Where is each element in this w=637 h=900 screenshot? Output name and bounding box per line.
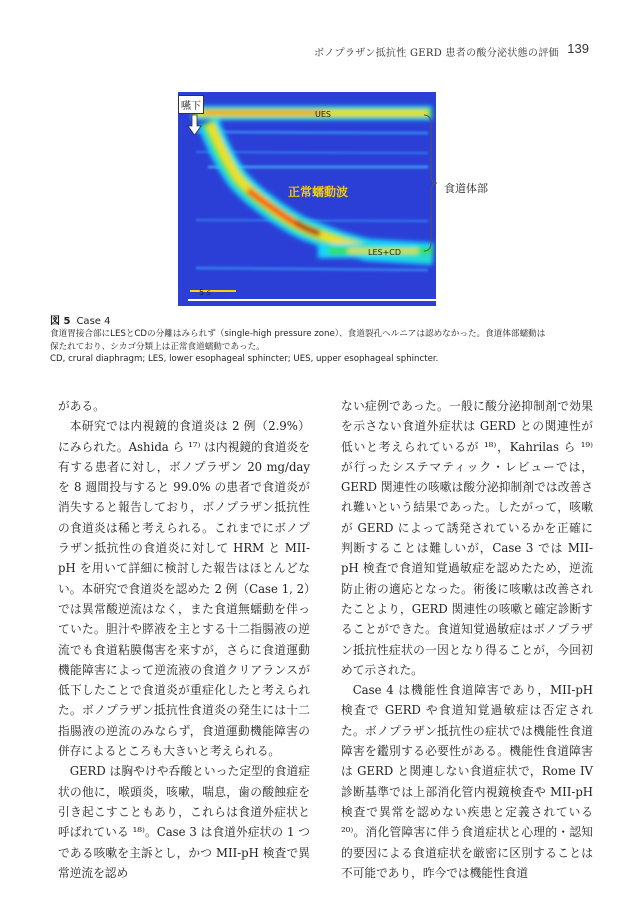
body-column-left — [58, 396, 310, 883]
running-title: ボノプラザン抵抗性 GERD 患者の酸分泌状態の評価 — [314, 48, 559, 59]
paragraph: GERD は胸やけや呑酸といった定型的食道症状の他に，喉頭炎，咳嗽，喘息，歯の酸蝕症を引き起こすこともあり，これらは食道外症状と呼ばれている ¹⁸⁾。Case 3 は食道外症状の 1 つである咳嗽を主訴とし，かつ MII-pH 検査で異常逆流を認め — [58, 764, 310, 880]
page-number: 139 — [567, 41, 589, 56]
hrm-topography-figure — [178, 92, 436, 306]
esophageal-body-label: 食道体部 — [444, 182, 488, 195]
figure-caption-line-1: 食道胃接合部にLESとCDの分離はみられず（single-high pressure zone）、食道裂孔ヘルニアは認めなかった。食道体部蠕動は — [50, 329, 546, 339]
figure-case: Case 4 — [76, 316, 111, 327]
esophageal-body-bracket — [423, 114, 439, 252]
figure-caption-line-2: 保たれており、シカゴ分類上は正常食道蠕動であった。 — [50, 342, 265, 352]
body-column-right — [341, 396, 593, 883]
swallow-label: 嚥下 — [178, 95, 204, 114]
figure-number-text: 図 5 — [50, 316, 71, 327]
peristalsis-label: 正常蠕動波 — [288, 185, 349, 199]
time-scale-label: 5 s — [199, 288, 211, 297]
paragraph: ない症例であった。一般に酸分泌抑制剤で効果を示さない食道外症状は GERD との関連性が低いと考えられているが ¹⁸⁾，Kahrilas ら ¹⁹⁾ が行ったシステマティック・レビューでは，GERD 関連性の咳嗽は酸分泌抑制剤では改善され難いという結果であった。したがって，咳嗽が GERD によって誘発されているかを正確に判断することは難しいが，Case 3 では MII-pH 検査で食道知覚過敏症を認めたため，逆流防止術の適応となった。術後に咳嗽は改善されたことより，GERD 関連性の咳嗽と確定診断することができた。食道知覚過敏症はボノプラザン抵抗性症状の一因となり得ることが，今回初めて示された。 — [341, 399, 593, 677]
paragraph: Case 4 は機能性食道障害であり，MII-pH 検査で GERD や食道知覚過敏症は否定された。ボノプラザン抵抗性の症状では機能性食道障害を鑑別する必要性がある。機能性食道障害は GERD と関連しない食道症状で，Rome IV 診断基準では上部消化管内視鏡検査や MII-pH 検査で異常を認めない疾患と定義されている ²⁰⁾。消化管障害に伴う食道症状と心理的・認知的要因による食道症状を厳密に区別することは不可能であり，昨今では機能性食道 — [341, 683, 593, 880]
paragraph: がある。 — [58, 399, 105, 413]
ues-label: UES — [315, 110, 331, 119]
figure-number — [50, 312, 110, 327]
les-cd-label: LES+CD — [368, 248, 402, 257]
paragraph: 本研究では内視鏡的食道炎は 2 例（2.9%）にみられた。Ashida ら ¹⁷⁾ は内視鏡的食道炎を有する患者に対し，ボノプラザン 20 mg/day を 8 週間投与すると 99.0% の患者で食道炎が消失すると報告しており，ボノプラザン抵抗性の食道炎は稀と考えられる。これまでにボノプラザン抵抗性の食道炎に対して HRM と MII-pH を用いて詳細に検討した報告はほとんどない。本研究で食道炎を認めた 2 例（Case 1, 2）では異常酸逆流はなく，また食道無蠕動を伴っていた。胆汁や膵液を主とする十二指腸液の逆流でも食道粘膜傷害を来すが，さらに食道運動機能障害によって逆流液の食道クリアランスが低下したことで食道炎が重症化したと考えられた。ボノプラザン抵抗性食道炎の発生には十二指腸液の逆流のみならず，食道運動機能障害の併存によるところも大きいと考えられる。 — [58, 419, 310, 759]
figure-caption-line-3: CD, crural diaphragm; LES, lower esophageal sphincter; UES, upper esophageal sphincter. — [50, 354, 439, 364]
